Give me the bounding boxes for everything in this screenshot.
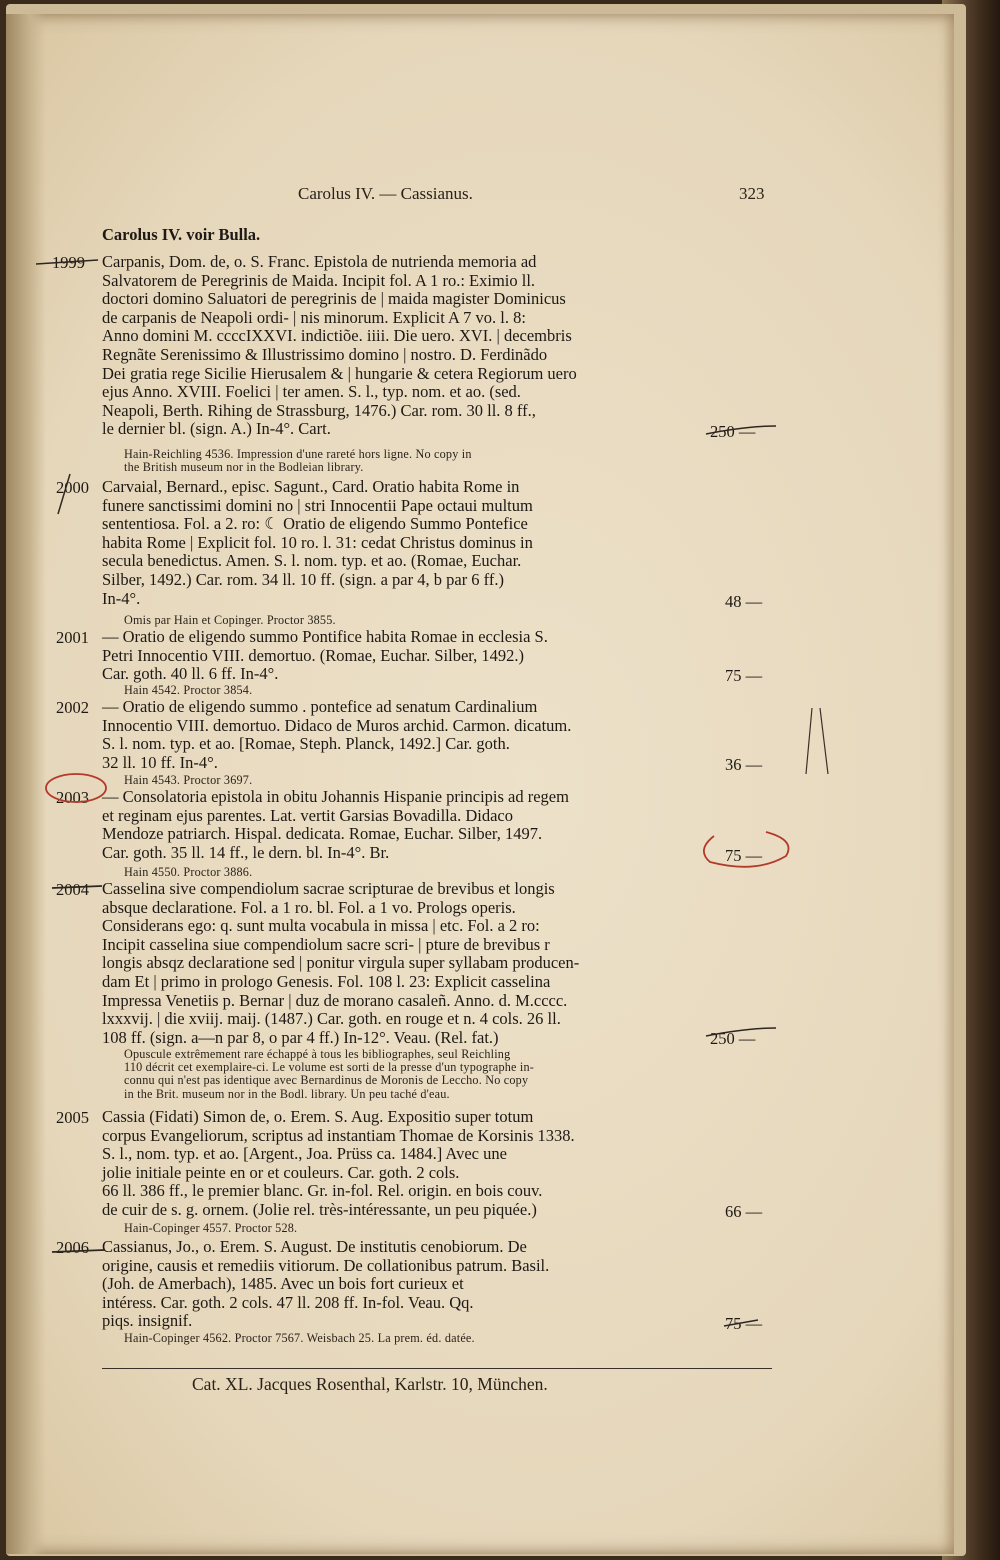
entry-line: In-4°. [102,588,141,608]
note-line: connu qui n'est pas identique avec Bernardinus de Moronis de Leccho. No copy [124,1073,529,1088]
note-line: Hain-Reichling 4536. Impression d'une rareté hors ligne. No copy in [124,447,472,461]
entry-line: Innocentio VIII. demortuo. Didaco de Muros archid. Carmon. dicatum. [102,715,572,735]
entry-line: Car. goth. 35 ll. 14 ff., le dern. bl. In-4°. Br. [102,842,390,862]
price: 250 — [710,422,756,441]
entry-line: intéress. Car. goth. 2 cols. 47 ll. 208 ff. In-fol. Veau. Qq. [102,1292,474,1312]
entry-number: 2002 [56,698,89,717]
price: 75 — [725,666,763,685]
entry-number: 2004 [56,880,89,899]
entry-line: S. l., nom. typ. et ao. [Argent., Joa. Prüss ca. 1484.] Avec une [102,1144,507,1164]
entry-number: 2001 [56,628,89,647]
note-line: 110 décrit cet exemplaire-ci. Le volume est sorti de la presse d'un typographe in- [124,1060,535,1075]
entry-line: funere sanctissimi domini no | stri Innocentii Pape octaui multum [102,495,533,515]
entry-line: de cuir de s. g. ornem. (Jolie rel. très-intéressante, un peu piquée.) [102,1199,537,1219]
entry-line: Silber, 1492.) Car. rom. 34 ll. 10 ff. (sign. a par 4, b par 6 ff.) [102,569,504,589]
entry-line: sententiosa. Fol. a 2. ro: ☾ Oratio de eligendo Summo Pontefice [102,514,528,534]
entry-line: S. l. nom. typ. et ao. [Romae, Steph. Planck, 1492.] Car. goth. [102,734,510,754]
entry-line: origine, causis et remediis vitiorum. De collationibus patrum. Basil. [102,1255,550,1275]
note-line: Hain 4542. Proctor 3854. [124,683,253,697]
price: 75 — [725,1314,763,1333]
entry-line: Carvaial, Bernard., episc. Sagunt., Card. Oratio habita Rome in [102,477,520,496]
entry-line: de carpanis de Neapoli ordi- | nis minorum. Explicit A 7 vo. l. 8: [102,307,526,327]
entry-line: Dei gratia rege Sicilie Hierusalem & | hungarie & cetera Regiorum uero [102,363,577,383]
page-number: 323 [739,184,765,203]
note-line: Omis par Hain et Copinger. Proctor 3855. [124,613,336,627]
price: 48 — [725,592,763,611]
note-line: Hain-Copinger 4562. Proctor 7567. Weisbach 25. La prem. éd. datée. [124,1331,475,1345]
entry-line: habita Rome | Explicit fol. 10 ro. l. 31: cedat Christus dominus in [102,532,533,552]
catalogue-footer: Cat. XL. Jacques Rosenthal, Karlstr. 10, München. [192,1374,548,1394]
entry-line: secula benedictus. Amen. S. l. nom. typ. et ao. (Romae, Euchar. [102,551,522,571]
entry-line: 66 ll. 386 ff., le premier blanc. Gr. in-fol. Rel. origin. en bois couv. [102,1181,543,1201]
entry-line: longis absqz declaratione sed | ponitur virgula super syllabam producen- [102,953,580,973]
entry-number: 1999 [52,253,85,272]
price: 250 — [710,1029,756,1048]
entry-line: Cassia (Fidati) Simon de, o. Erem. S. Aug. Expositio super totum [102,1107,534,1126]
entry-line: Salvatorem de Peregrinis de Maida. Incipit fol. A 1 ro.: Eximio ll. [102,270,536,290]
entry-line: lxxxvij. | die xviij. maij. (1487.) Car. goth. en rouge et n. 4 cols. 26 ll. [102,1009,561,1029]
entry-line: Mendoze patriarch. Hispal. dedicata. Romae, Euchar. Silber, 1497. [102,824,543,844]
price: 66 — [725,1202,763,1221]
entry-line: et reginam ejus parentes. Lat. vertit Garsias Bovadilla. Didaco [102,805,513,825]
entry-line: — Oratio de eligendo summo Pontifice habita Romae in ecclesia S. [102,627,548,646]
running-title: Carolus IV. — Cassianus. [298,184,473,203]
entry-line: Carolus IV. voir Bulla. [102,225,261,244]
note-line: in the Brit. museum nor in the Bodl. library. Un peu taché d'eau. [124,1086,450,1101]
entry-line: Impressa Venetiis p. Bernar | duz de morano casaleñ. Anno. d. M.cccc. [102,990,568,1010]
entry-line: 108 ff. (sign. a—n par 8, o par 4 ff.) In-12°. Veau. (Rel. fat.) [102,1027,499,1047]
price: 75 — [725,846,763,865]
note-line: Hain-Copinger 4557. Proctor 528. [124,1221,298,1235]
entry-number: 2006 [56,1238,89,1257]
entry-line: — Oratio de eligendo summo . pontefice ad senatum Cardinalium [102,697,538,716]
entry-line: Considerans ego: q. sunt multa vocabula in missa | etc. Fol. a 2 ro: [102,916,540,936]
entry-line: Regnãte Serenissimo & Illustrissimo domino | nostro. D. Ferdinãdo [102,344,548,364]
entry-line: Neapoli, Berth. Rihing de Strassburg, 1476.) Car. rom. 30 ll. 8 ff., [102,400,536,420]
entry-line: le dernier bl. (sign. A.) In-4°. Cart. [102,419,331,439]
entry-line: doctori domino Saluatori de peregrinis de | maida magister Dominicus [102,289,566,309]
price: 36 — [725,755,763,774]
entry-line: piqs. insignif. [102,1311,193,1331]
entry-line: ejus Anno. XVIII. Foelici | ter amen. S. l., typ. nom. et ao. (sed. [102,382,521,402]
entry-line: Incipit casselina siue compendiolum sacre scri- | pture de brevibus r [102,934,550,954]
entry-line: jolie initiale peinte en or et couleurs. Car. goth. 2 cols. [102,1162,460,1182]
entry-line: — Consolatoria epistola in obitu Johannis Hispanie principis ad regem [102,787,569,806]
note-line: Hain 4543. Proctor 3697. [124,773,253,787]
entry-number: 2005 [56,1108,89,1127]
entry-line: Cassianus, Jo., o. Erem. S. August. De institutis cenobiorum. De [102,1237,527,1256]
entry-line: 32 ll. 10 ff. In-4°. [102,752,218,772]
entry-line: (Joh. de Amerbach), 1485. Avec un bois fort curieux et [102,1274,464,1294]
entry-number: 2003 [56,788,89,807]
page-stack [6,4,966,1556]
note-line: Hain 4550. Proctor 3886. [124,865,253,879]
entry-line: corpus Evangeliorum, scriptus ad instantiam Thomae de Korsinis 1338. [102,1125,575,1145]
handwritten-annotations [6,14,954,1554]
footer-rule [102,1368,772,1369]
entry-line: Petri Innocentio VIII. demortuo. (Romae, Euchar. Silber, 1492.) [102,645,524,665]
entry-line: Casselina sive compendiolum sacrae scripturae de brevibus et longis [102,879,555,898]
entry-number: 2000 [56,478,89,497]
entry-line: Car. goth. 40 ll. 6 ff. In-4°. [102,664,279,684]
catalogue-page [6,14,954,1554]
entry-line: Anno domini M. ccccIXXVI. indictiõe. iiii. Die uero. XVI. | decembris [102,326,572,346]
note-line: the British museum nor in the Bodleian library. [124,460,364,475]
entry-line: absque declaratione. Fol. a 1 ro. bl. Fol. a 1 vo. Prologs operis. [102,897,516,917]
entry-line: Carpanis, Dom. de, o. S. Franc. Epistola de nutrienda memoria ad [102,252,537,271]
entry-line: dam Et | primo in prologo Genesis. Fol. 108 l. 23: Explicit casselina [102,971,551,991]
note-line: Opuscule extrêmement rare échappé à tous les bibliographes, seul Reichling [124,1047,511,1061]
